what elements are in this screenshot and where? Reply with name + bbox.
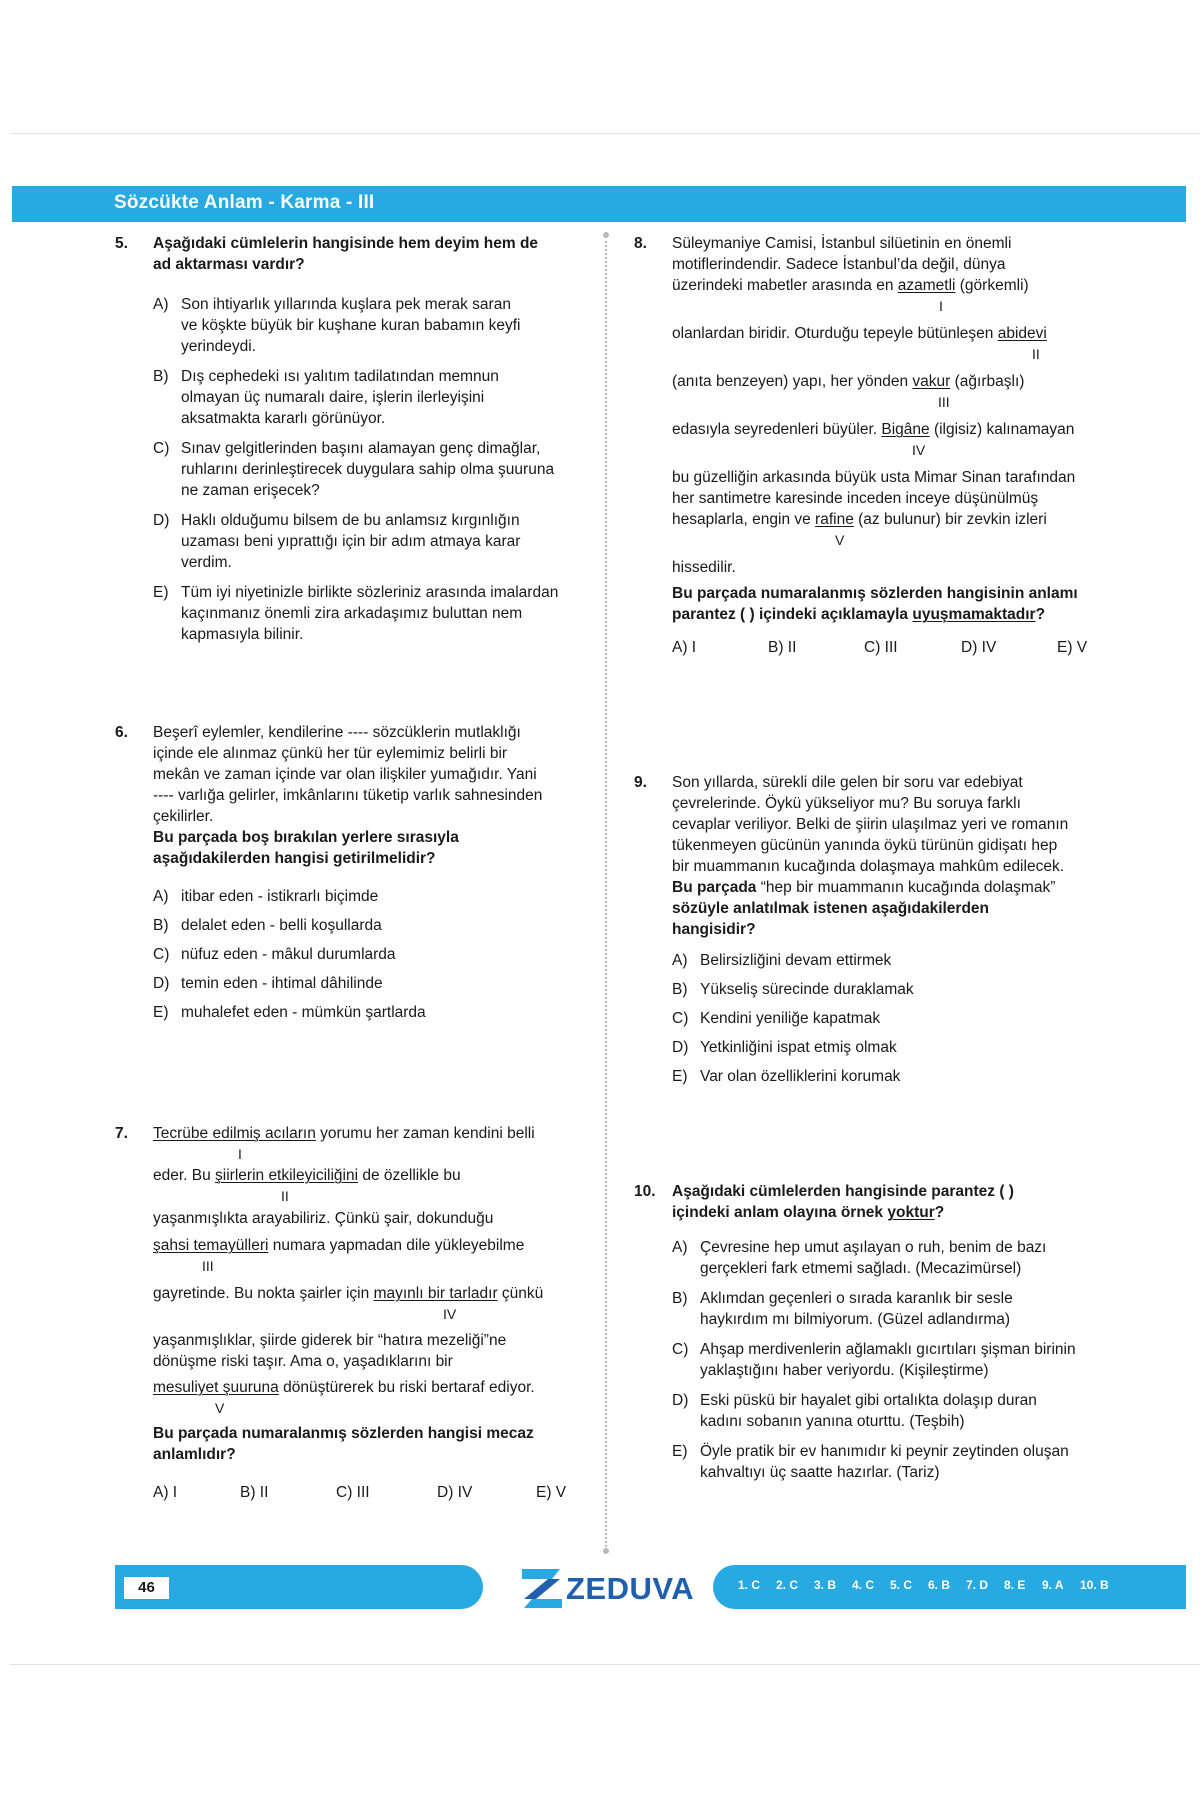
option-text: delalet eden - belli koşullarda xyxy=(181,917,382,934)
option-text: ve köşkte büyük bir kuşhane kuran babamın keyfi xyxy=(181,317,521,334)
option-b[interactable] xyxy=(672,1288,1184,1330)
option-text: olmayan üç numaralı daire, işlerin ilerleyişini xyxy=(181,389,485,406)
option-letter: B) xyxy=(672,981,688,998)
question-stem: aşağıdakilerden hangisi getirilmelidir? xyxy=(153,850,436,867)
roman-numeral: IV xyxy=(443,1306,457,1322)
passage-line: bir muammanın kucağında dolaşmaya mahkûm edilecek. xyxy=(672,858,1064,875)
passage-line: Beşerî eylemler, kendilerine ---- sözcüklerin mutlaklığı xyxy=(153,724,521,741)
passage-line: üzerindeki mabetler arasında en azametli (görkemli) xyxy=(672,277,1029,294)
option-text: Aklımdan geçenleri o sırada karanlık bir sesle xyxy=(700,1290,1013,1307)
option-letter: A) xyxy=(672,1239,688,1256)
option-letter: C) xyxy=(672,1010,689,1027)
option-letter: B) xyxy=(672,1290,688,1307)
option-letter: D) xyxy=(672,1392,689,1409)
passage-line: gayretinde. Bu nokta şairler için mayınlı bir tarladır çünkü xyxy=(153,1285,544,1302)
underlined-word-5: rafine xyxy=(815,511,854,528)
option-b[interactable] xyxy=(672,979,1184,1000)
passage-line: yaşanmışlıklar, şiirde giderek bir “hatıra mezeliği”ne xyxy=(153,1332,507,1349)
answer-key-item: 1. C xyxy=(738,1578,761,1592)
option-text: Var olan özelliklerini korumak xyxy=(700,1068,901,1085)
underlined-phrase-2: şiirlerin etkileyiciliğini xyxy=(215,1167,359,1184)
question-stem: sözüyle anlatılmak istenen aşağıdakilerden xyxy=(672,900,990,917)
option-a[interactable] xyxy=(153,294,593,357)
question-stem: anlamlıdır? xyxy=(153,1446,236,1463)
underlined-phrase-3: şahsi temayülleri xyxy=(153,1237,269,1254)
section-title: Sözcükte Anlam - Karma - III xyxy=(114,192,375,213)
answer-key-item: 10. B xyxy=(1080,1578,1109,1592)
answer-d[interactable]: D) IV xyxy=(961,639,997,656)
passage-line: olanlardan biridir. Oturduğu tepeyle bütünleşen abidevi xyxy=(672,325,1047,342)
option-b[interactable] xyxy=(153,915,593,936)
divider-dot-bottom xyxy=(603,1548,609,1554)
passage-line: Tecrübe edilmiş acıların yorumu her zaman kendini belli xyxy=(153,1125,535,1142)
option-text: verdim. xyxy=(181,554,232,571)
passage-line: edasıyla seyredenleri büyüler. Bigâne (ilgisiz) kalınamayan xyxy=(672,421,1075,438)
underlined-phrase-1: Tecrübe edilmiş acıların xyxy=(153,1125,316,1142)
option-letter: D) xyxy=(153,512,170,529)
roman-numeral: III xyxy=(202,1258,214,1274)
option-text: uzaması beni yıprattığı için bir adım atmaya karar xyxy=(181,533,521,550)
passage-line: hissedilir. xyxy=(672,559,736,576)
option-text: Ahşap merdivenlerin ağlamaklı gıcırtıları şişman birinin xyxy=(700,1341,1076,1358)
question-stem: ad aktarması vardır? xyxy=(153,256,305,273)
underlined-word-4: Bigâne xyxy=(881,421,930,438)
brand-name: ZEDUVA xyxy=(566,1571,695,1606)
option-text: Tüm iyi niyetinizle birlikte sözleriniz arasında imalardan xyxy=(181,584,559,601)
option-text: haykırdım mı bilmiyorum. (Güzel adlandırma) xyxy=(700,1311,1011,1328)
divider-dot-top xyxy=(603,232,609,238)
roman-numeral: II xyxy=(1032,346,1040,362)
underlined-word-2: abidevi xyxy=(997,325,1047,342)
option-text: kadını sobanın yanına oturttu. (Teşbih) xyxy=(700,1413,965,1430)
option-text: temin eden - ihtimal dâhilinde xyxy=(181,975,383,992)
passage-line: her santimetre karesinde inceden inceye düşünülmüş xyxy=(672,490,1039,507)
option-text: ruhlarını derinleştirecek duygulara sahip olma şuuruna xyxy=(181,461,555,478)
roman-numeral: II xyxy=(281,1188,289,1204)
option-c[interactable] xyxy=(672,1008,1184,1029)
passage-line: mekân ve zaman içinde var olan ilişkiler yumağıdır. Yani xyxy=(153,766,537,783)
option-text: Eski püskü bir hayalet gibi ortalıkta dolaşıp duran xyxy=(700,1392,1037,1409)
question-stem: içindeki anlam olayına örnek yoktur? xyxy=(672,1204,945,1221)
page-number: 46 xyxy=(124,1577,169,1599)
answer-b[interactable]: B) II xyxy=(240,1484,269,1501)
option-e[interactable] xyxy=(672,1441,1184,1483)
passage-line: içinde ele alınmaz çünkü her tür eylemimiz belirli bir xyxy=(153,745,508,762)
option-b[interactable] xyxy=(153,366,593,429)
option-text: Öyle pratik bir ev hanımıdır ki peynir zeytinden oluşan xyxy=(700,1443,1069,1460)
option-text: aksatmakta kararlı görünüyor. xyxy=(181,410,386,427)
column-divider xyxy=(605,236,607,1551)
option-letter: E) xyxy=(672,1443,688,1460)
option-text: itibar eden - istikrarlı biçimde xyxy=(181,888,379,905)
underlined-word-1: azametli xyxy=(897,277,956,294)
answer-choices xyxy=(672,637,1184,659)
passage-line: hesaplarla, engin ve rafine (az bulunur) bir zevkin izleri xyxy=(672,511,1047,528)
option-c[interactable] xyxy=(153,944,593,965)
passage-line: Süleymaniye Camisi, İstanbul silüetinin en önemli xyxy=(672,235,1012,252)
option-a[interactable] xyxy=(672,950,1184,971)
passage-line: dönüşme riski taşır. Ama o, yaşadıklarını bir xyxy=(153,1353,453,1370)
answer-d[interactable]: D) IV xyxy=(437,1484,473,1501)
question-number: 10. xyxy=(634,1183,656,1200)
option-letter: C) xyxy=(672,1341,689,1358)
option-text: Kendini yeniliğe kapatmak xyxy=(700,1010,881,1027)
option-e[interactable] xyxy=(672,1066,1184,1087)
roman-numeral: I xyxy=(238,1146,242,1162)
option-text: Dış cephedeki ısı yalıtım tadilatından memnun xyxy=(181,368,499,385)
option-text: yerindeydi. xyxy=(181,338,256,355)
option-e[interactable] xyxy=(153,582,593,645)
answer-c[interactable]: C) III xyxy=(336,1484,370,1501)
option-text: Yükseliş sürecinde duraklamak xyxy=(700,981,914,998)
option-letter: B) xyxy=(153,368,169,385)
option-a[interactable] xyxy=(672,1237,1184,1279)
passage-line: mesuliyet şuuruna dönüştürerek bu riski bertaraf ediyor. xyxy=(153,1379,535,1396)
roman-numeral: V xyxy=(215,1400,225,1416)
option-text: yaklaştığını haber veriyordu. (Kişileştirme) xyxy=(700,1362,989,1379)
question-stem: hangisidir? xyxy=(672,921,756,938)
roman-numeral: V xyxy=(835,532,845,548)
answer-choices xyxy=(153,1482,593,1504)
passage-line: motiflerindendir. Sadece İstanbul’da değil, dünya xyxy=(672,256,1006,273)
option-d[interactable] xyxy=(153,973,593,994)
passage-line: eder. Bu şiirlerin etkileyiciliğini de özellikle bu xyxy=(153,1167,461,1184)
option-letter: A) xyxy=(153,888,169,905)
underlined-keyword: uyuşmamaktadır xyxy=(912,606,1036,623)
option-letter: D) xyxy=(153,975,170,992)
option-d[interactable] xyxy=(153,510,593,573)
question-stem: Aşağıdaki cümlelerin hangisinde hem deyim hem de xyxy=(153,235,539,252)
option-d[interactable] xyxy=(672,1037,1184,1058)
option-text: kahvaltıyı üç saatte hazırlar. (Tariz) xyxy=(700,1464,940,1481)
answer-key-item: 3. B xyxy=(814,1578,837,1592)
option-text: nüfuz eden - mâkul durumlarda xyxy=(181,946,396,963)
brand-logo xyxy=(518,1566,695,1610)
option-letter: C) xyxy=(153,946,170,963)
option-letter: A) xyxy=(153,296,169,313)
zeduva-logo-icon xyxy=(518,1566,566,1610)
answer-key-item: 2. C xyxy=(776,1578,799,1592)
question-number: 8. xyxy=(634,235,647,252)
answer-key-bar xyxy=(713,1565,1186,1609)
option-letter: D) xyxy=(672,1039,689,1056)
option-c[interactable] xyxy=(153,438,593,501)
option-text: Haklı olduğumu bilsem de bu anlamsız kırgınlığın xyxy=(181,512,520,529)
question-number: 9. xyxy=(634,774,647,791)
option-letter: A) xyxy=(672,952,688,969)
option-letter: E) xyxy=(672,1068,688,1085)
passage-line: yaşanmışlıkta arayabiliriz. Çünkü şair, dokunduğu xyxy=(153,1210,494,1227)
answer-key-item: 9. A xyxy=(1042,1578,1064,1592)
option-text: Son ihtiyarlık yıllarında kuşlara pek merak saran xyxy=(181,296,511,313)
answer-c[interactable]: C) III xyxy=(864,639,898,656)
answer-key-item: 6. B xyxy=(928,1578,951,1592)
option-text: Yetkinliğini ispat etmiş olmak xyxy=(700,1039,897,1056)
answer-a[interactable]: A) I xyxy=(153,1484,178,1501)
option-text: Sınav gelgitlerinden başını alamayan genç dimağlar, xyxy=(181,440,541,457)
roman-numeral: I xyxy=(939,298,943,314)
passage-line: çevrelerinde. Öykü yükseliyor mu? Bu soruya farklı xyxy=(672,795,1021,812)
answer-e[interactable]: E) V xyxy=(1057,639,1088,656)
question-stem: Aşağıdaki cümlelerden hangisinde parantez ( ) xyxy=(672,1183,1014,1200)
underlined-phrase-4: mayınlı bir tarladır xyxy=(373,1285,498,1302)
question-stem: Bu parçada “hep bir muammanın kucağında dolaşmak” xyxy=(672,879,1056,896)
question-stem: Bu parçada boş bırakılan yerlere sırasıyla xyxy=(153,829,459,846)
question-number: 5. xyxy=(115,235,128,252)
option-letter: B) xyxy=(153,917,169,934)
question-stem: parantez ( ) içindeki açıklamayla uyuşmamaktadır? xyxy=(672,606,1046,623)
answer-key-item: 7. D xyxy=(966,1578,989,1592)
answer-key-item: 8. E xyxy=(1004,1578,1026,1592)
roman-numeral: III xyxy=(938,394,950,410)
passage-line: tükenmeyen gücünün yanında öykü türünün gidişatı hep xyxy=(672,837,1058,854)
option-text: kapmasıyla bilinir. xyxy=(181,626,304,643)
passage-line: cevaplar veriliyor. Belki de şiirin ulaşılmaz yeri ve romanın xyxy=(672,816,1069,833)
option-e[interactable] xyxy=(153,1002,593,1023)
underlined-keyword: yoktur xyxy=(887,1204,935,1221)
option-text: muhalefet eden - mümkün şartlarda xyxy=(181,1004,426,1021)
question-number: 6. xyxy=(115,724,128,741)
option-letter: E) xyxy=(153,1004,169,1021)
passage-line: bu güzelliğin arkasında büyük usta Mimar Sinan tarafından xyxy=(672,469,1076,486)
question-stem: Bu parçada numaralanmış sözlerden hangisinin anlamı xyxy=(672,585,1078,602)
answer-a[interactable]: A) I xyxy=(672,639,697,656)
answer-key-item: 4. C xyxy=(852,1578,875,1592)
option-c[interactable] xyxy=(672,1339,1184,1381)
answer-key xyxy=(738,1578,1118,1592)
answer-e[interactable]: E) V xyxy=(536,1484,567,1501)
passage-line: çekilirler. xyxy=(153,808,214,825)
option-text: kaçınmanız önemli zira arkadaşımız buluttan nem xyxy=(181,605,523,622)
answer-b[interactable]: B) II xyxy=(768,639,797,656)
passage-line: şahsi temayülleri numara yapmadan dile yükleyebilme xyxy=(153,1237,525,1254)
underlined-phrase-5: mesuliyet şuuruna xyxy=(153,1379,279,1396)
underlined-word-3: vakur xyxy=(912,373,951,390)
passage-line: ---- varlığa gelirler, imkânlarını tüketip varlık sahnesinden xyxy=(153,787,543,804)
header-bar xyxy=(12,186,1186,222)
option-a[interactable] xyxy=(153,886,593,907)
option-text: ne zaman erişecek? xyxy=(181,482,320,499)
option-text: Çevresine hep umut aşılayan o ruh, benim de bazı xyxy=(700,1239,1047,1256)
answer-key-item: 5. C xyxy=(890,1578,913,1592)
roman-numeral: IV xyxy=(912,442,926,458)
passage-line: Son yıllarda, sürekli dile gelen bir soru var edebiyat xyxy=(672,774,1023,791)
question-stem: Bu parçada numaralanmış sözlerden hangisi mecaz xyxy=(153,1425,534,1442)
option-text: Belirsizliğini devam ettirmek xyxy=(700,952,892,969)
footer-left-bar xyxy=(115,1565,483,1609)
option-text: gerçekleri fark etmemi sağladı. (Mecazimürsel) xyxy=(700,1260,1022,1277)
option-d[interactable] xyxy=(672,1390,1184,1432)
option-letter: E) xyxy=(153,584,169,601)
option-letter: C) xyxy=(153,440,170,457)
question-number: 7. xyxy=(115,1125,128,1142)
passage-line: (anıta benzeyen) yapı, her yönden vakur (ağırbaşlı) xyxy=(672,373,1025,390)
